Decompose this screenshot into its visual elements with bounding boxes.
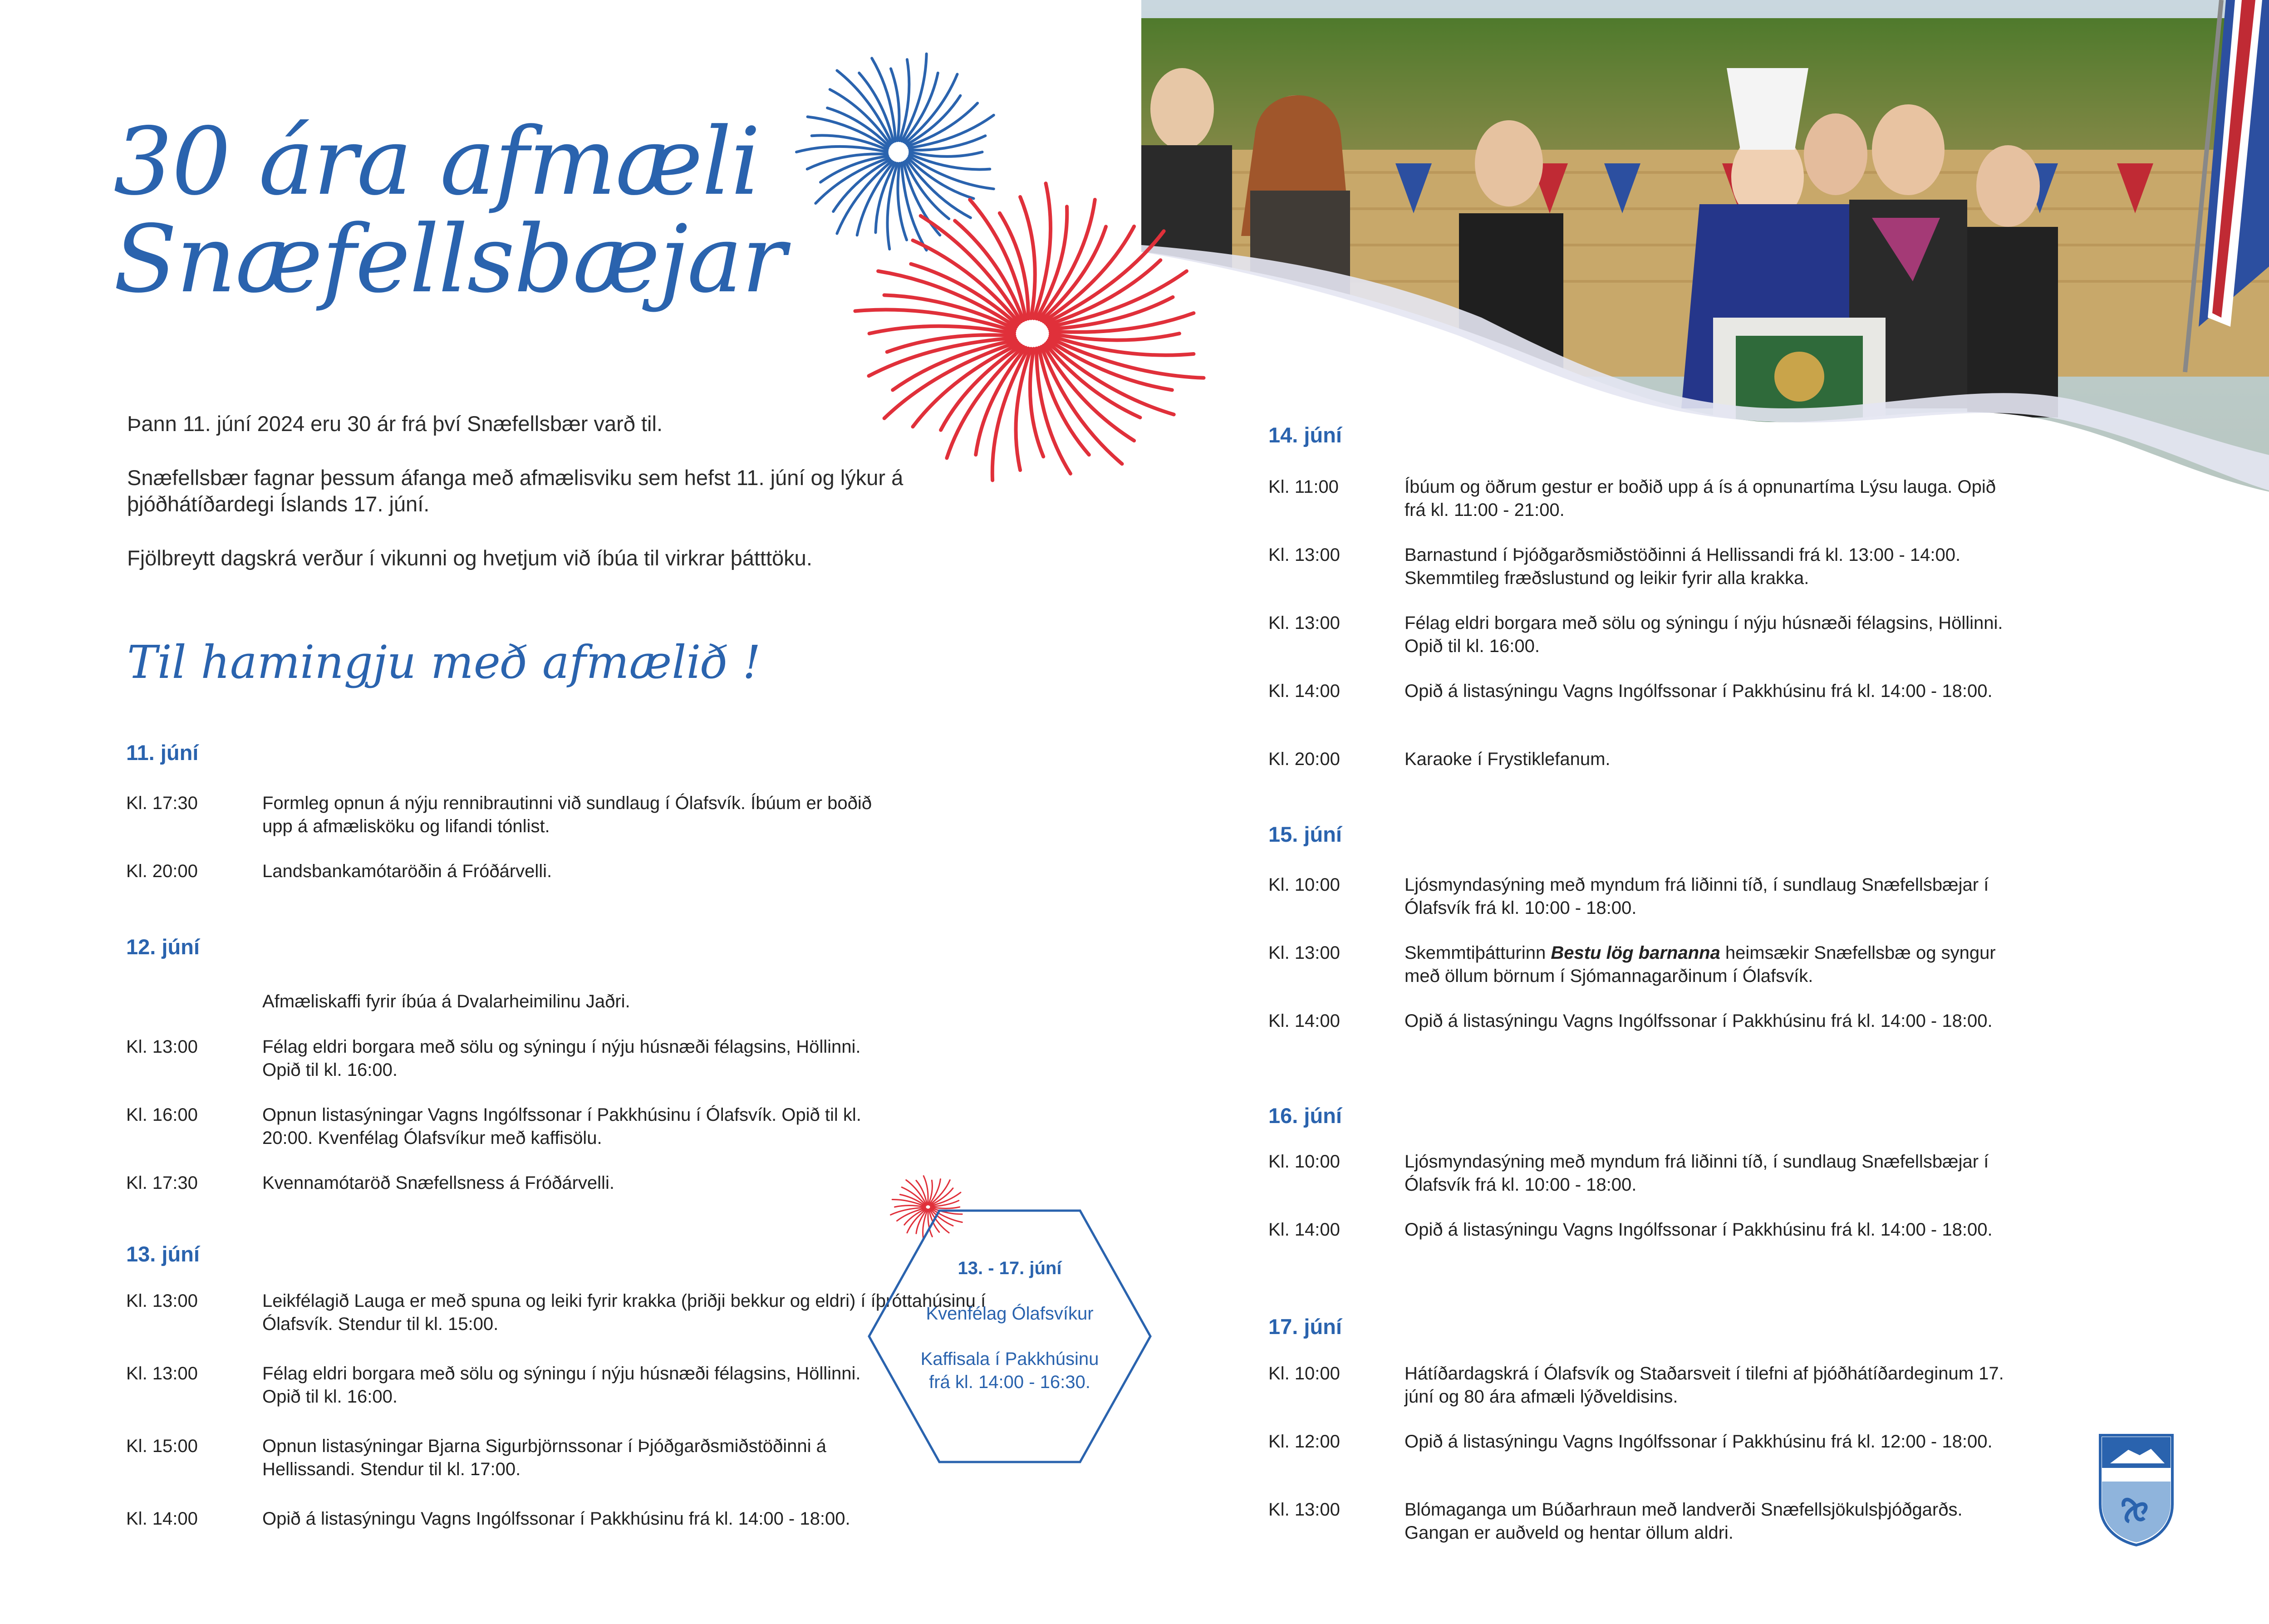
intro-paragraph: Snæfellsbær fagnar þessum áfanga með afmælisviku sem hefst 11. júní og lýkur á þjóðhátíðardegi Íslands 17. júní. [127, 466, 904, 516]
event-time: Kl. 13:00 [1268, 545, 1340, 565]
event-time: Kl. 11:00 [1268, 477, 1339, 497]
day-heading: 13. júní [126, 1242, 200, 1266]
hexagon-date: 13. - 17. júní [958, 1258, 1062, 1278]
hexagon-callout [874, 1257, 1146, 1394]
event-time: Kl. 13:00 [126, 1364, 198, 1384]
title-line-2: Snæfellsbæjar [113, 206, 786, 314]
event-desc: Blómaganga um Búðarhraun með landverði Snæfellsjökulsþjóðgarðs. Gangan er auðveld og hentar öllum aldri. [1405, 1500, 1963, 1543]
intro-text [127, 411, 926, 599]
intro-paragraph: Fjölbreytt dagskrá verður í vikunni og hvetjum við íbúa til virkrar þátttöku. [127, 546, 812, 570]
event-desc: Félag eldri borgara með sölu og sýningu í nýju húsnæði félagsins, Höllinni. Opið til kl. 16:00. [262, 1364, 861, 1407]
event-desc: Opið á listasýningu Vagns Ingólfssonar í Pakkhúsinu frá kl. 14:00 - 18:00. [262, 1509, 850, 1529]
firework-ray [869, 326, 1014, 334]
page-title [113, 108, 885, 314]
day-heading: 17. júní [1268, 1315, 1342, 1339]
event-time: Kl. 20:00 [126, 861, 198, 881]
event-time: Kl. 15:00 [126, 1436, 198, 1456]
event-desc: Afmæliskaffi fyrir íbúa á Dvalarheimilinu Jaðri. [262, 991, 630, 1011]
event-time: Kl. 13:00 [1268, 613, 1340, 633]
event-desc: Opið á listasýningu Vagns Ingólfssonar í Pakkhúsinu frá kl. 14:00 - 18:00. [1405, 1220, 1993, 1240]
event-desc: Íbúum og öðrum gestur er boðið upp á ís á opnunartíma Lýsu lauga. Opið frá kl. 11:00 - 21:00. [1405, 477, 1996, 520]
firework-ray [909, 115, 994, 148]
event-time: Kl. 14:00 [1268, 1220, 1340, 1240]
event-time: Kl. 13:00 [126, 1291, 198, 1311]
event-desc: Ljósmyndasýning með myndum frá liðinni tíð, í sundlaug Snæfellsbæjar í Ólafsvík frá kl. 10:00 - 18:00. [1405, 1152, 1989, 1195]
event-time: Kl. 20:00 [1268, 749, 1340, 769]
event-desc: Formleg opnun á nýju rennibrautinni við sundlaug í Ólafsvík. Íbúum er boðið upp á afmælisköku og lifandi tónlist. [262, 793, 872, 836]
day-heading: 15. júní [1268, 822, 1342, 846]
hexagon-line-1: Kaffisala í Pakkhúsinu [920, 1349, 1099, 1369]
congrats-heading: Til hamingju með afmælið ! [127, 636, 761, 689]
event-time: Kl. 14:00 [1268, 1011, 1340, 1031]
event-desc: Barnastund í Þjóðgarðsmiðstöðinni á Hellissandi frá kl. 13:00 - 14:00. Skemmtileg fræðslustund og leikir fyrir alla krakka. [1405, 545, 1961, 588]
event-time: Kl. 10:00 [1268, 1364, 1340, 1384]
event-desc: Opnun listasýningar Bjarna Sigurbjörnssonar í Þjóðgarðsmiðstöðinni á Hellissandi. Stendur til kl. 17:00. [262, 1436, 826, 1479]
ceremony-photo [1141, 0, 2269, 495]
event-time: Kl. 13:00 [1268, 1500, 1340, 1520]
event-desc: Félag eldri borgara með sölu og sýningu í nýju húsnæði félagsins, Höllinni. Opið til kl. 16:00. [262, 1037, 861, 1080]
event-desc: Opið á listasýningu Vagns Ingólfssonar í Pakkhúsinu frá kl. 12:00 - 18:00. [1405, 1432, 1993, 1452]
event-time: Kl. 13:00 [1268, 943, 1340, 963]
event-desc [1405, 942, 2022, 988]
event-time: Kl. 17:30 [126, 793, 198, 813]
event-time: Kl. 17:30 [126, 1173, 198, 1193]
event-time: Kl. 14:00 [1268, 681, 1340, 701]
day-heading: 14. júní [1268, 423, 1342, 447]
event-desc-pre: Skemmtiþátturinn [1405, 943, 1551, 963]
title-line-1: 30 ára afmæli [113, 108, 760, 216]
day-heading: 16. júní [1268, 1104, 1342, 1128]
event-desc: Opið á listasýningu Vagns Ingólfssonar í Pakkhúsinu frá kl. 14:00 - 18:00. [1405, 1011, 1993, 1031]
event-desc: Leikfélagið Lauga er með spuna og leiki fyrir krakka (þriðji bekkur og eldri) í íþróttahúsinu í Ólafsvík. Stendur til kl. 15:00. [262, 1291, 986, 1334]
coat-of-arms-icon [2097, 1432, 2176, 1547]
event-time: Kl. 12:00 [1268, 1432, 1340, 1452]
event-time: Kl. 10:00 [1268, 875, 1340, 895]
hexagon-line-2: frá kl. 14:00 - 16:30. [929, 1372, 1090, 1392]
event-time: Kl. 13:00 [126, 1037, 198, 1057]
event-desc: Opið á listasýningu Vagns Ingólfssonar í Pakkhúsinu frá kl. 14:00 - 18:00. [1405, 681, 1993, 701]
intro-paragraph: Þann 11. júní 2024 eru 30 ár frá því Snæfellsbær varð til. [127, 412, 663, 436]
event-desc: Landsbankamótaröðin á Fróðárvelli. [262, 861, 552, 881]
event-time: Kl. 14:00 [126, 1509, 198, 1529]
event-desc: Kvennamótaröð Snæfellsness á Fróðárvelli. [262, 1173, 614, 1193]
day-heading: 12. júní [126, 935, 200, 959]
day-heading: 11. júní [126, 741, 199, 765]
event-desc: Ljósmyndasýning með myndum frá liðinni tíð, í sundlaug Snæfellsbæjar í Ólafsvík frá kl. 10:00 - 18:00. [1405, 875, 1989, 918]
event-time: Kl. 16:00 [126, 1105, 198, 1125]
firework-ray [910, 152, 982, 157]
event-time: Kl. 10:00 [1268, 1152, 1340, 1172]
firework-ray [1051, 334, 1179, 340]
event-desc: Karaoke í Frystiklefanum. [1405, 749, 1611, 769]
event-desc-post: heimsækir Snæfellsbæ og syngur með öllum börnum í Sjómannagarðinum í Ólafsvík. [1405, 943, 1996, 986]
show-title: Bestu lög barnanna [1551, 943, 1720, 963]
event-desc: Opnun listasýningar Vagns Ingólfssonar í Pakkhúsinu í Ólafsvík. Opið til kl. 20:00. Kvenfélag Ólafsvíkur með kaffisölu. [262, 1105, 861, 1148]
event-desc: Félag eldri borgara með sölu og sýningu í nýju húsnæði félagsins, Höllinni. Opið til kl. 16:00. [1405, 613, 2003, 656]
event-desc: Hátíðardagskrá í Ólafsvík og Staðarsveit í tilefni af þjóðhátíðardeginum 17. júní og 80 ára afmæli lýðveldisins. [1405, 1364, 2004, 1407]
hexagon-org: Kvenfélag Ólafsvíkur [926, 1304, 1094, 1324]
